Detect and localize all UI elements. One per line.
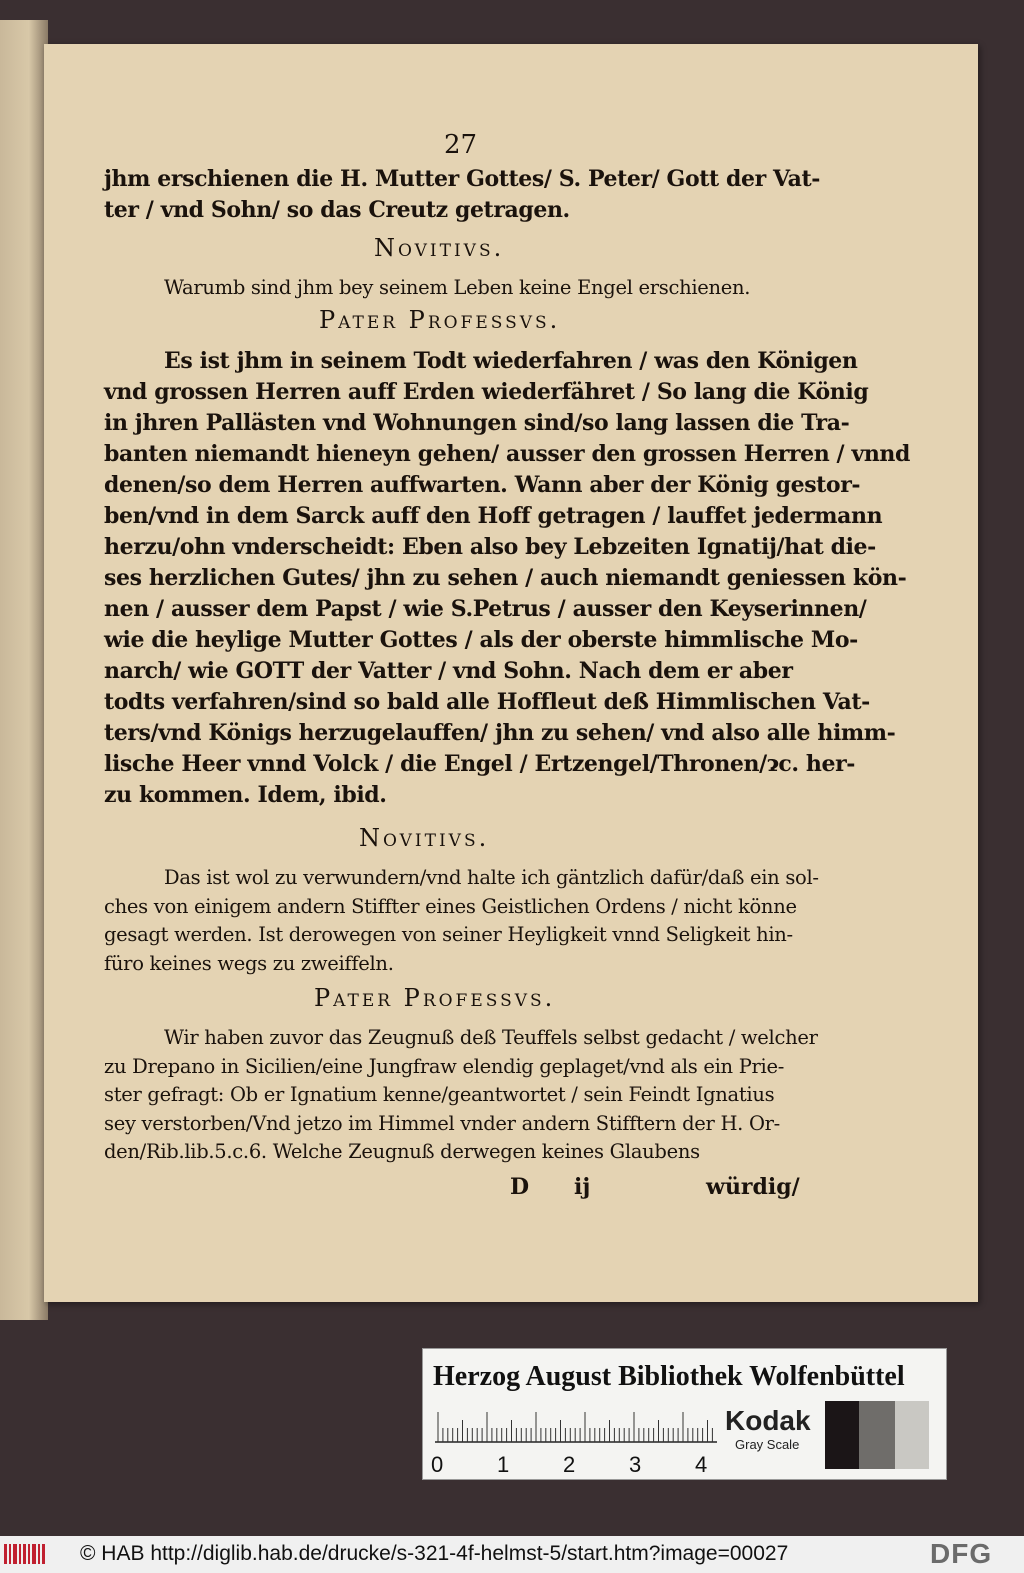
gray-swatch (859, 1401, 895, 1469)
ruler-number: 2 (563, 1452, 576, 1477)
text-line: Das ist wol zu verwundern/vnd halte ich gäntzlich dafür/daß ein sol- (164, 866, 819, 889)
text-line: ters/vnd Königs herzugelauffen/ jhn zu sehen/ vnd also alle himm- (104, 720, 896, 746)
text-line: ter / vnd Sohn/ so das Creutz getragen. (104, 197, 570, 223)
dfg-logo: DFG (930, 1538, 993, 1569)
signature-number: ij (574, 1174, 591, 1200)
ruler-number: 0 (431, 1452, 444, 1477)
text-line: füro keines wegs zu zweiffeln. (104, 951, 394, 975)
book-page (44, 44, 978, 1302)
grayscale-label: Gray Scale (735, 1437, 800, 1452)
left-page-edge (0, 20, 48, 1320)
text-line: nen / ausser dem Papst / wie S.Petrus / ausser den Keyserinnen/ (104, 596, 867, 622)
ruler-number: 4 (695, 1452, 708, 1477)
text-line: banten niemandt hieneyn gehen/ ausser den grossen Herren / vnnd (104, 441, 911, 467)
section-heading: Pater Professvs. (314, 984, 556, 1012)
text-line: zu kommen. Idem, ibid. (104, 782, 387, 808)
ruler-number: 3 (629, 1452, 642, 1477)
text-line: Wir haben zuvor das Zeugnuß deß Teuffels selbst gedacht / welcher (164, 1026, 818, 1049)
text-line: ster gefragt: Ob er Ignatium kenne/geantwortet / sein Feindt Ignatius (104, 1083, 775, 1106)
text-line: lische Heer vnnd Volck / die Engel / Ertzengel/Thronen/ɂc. her- (104, 751, 856, 777)
gray-swatch (825, 1401, 859, 1469)
section-heading: Novitivs. (374, 234, 505, 262)
library-color-card (422, 1348, 947, 1480)
footer-url-link[interactable]: © HAB http://diglib.hab.de/drucke/s-321-4f-helmst-5/start.htm?image=00027 (80, 1542, 789, 1565)
text-line: wie die heylige Mutter Gottes / als der oberste himmlische Mo- (104, 627, 858, 653)
text-line: jhm erschienen die H. Mutter Gottes/ S. Peter/ Gott der Vat- (104, 166, 821, 192)
text-line: Warumb sind jhm bey seinem Leben keine Engel erschienen. (164, 276, 751, 299)
ruler-scale (435, 1409, 717, 1443)
text-line: ses herzlichen Gutes/ jhn zu sehen / auch niemandt geniessen kön- (104, 565, 907, 591)
text-line: gesagt werden. Ist derowegen von seiner Heyligkeit vnnd Seligkeit hin- (104, 923, 793, 946)
ruler-number: 1 (497, 1452, 510, 1477)
library-name: Herzog August Bibliothek Wolfenbüttel (433, 1361, 905, 1392)
text-line: denen/so dem Herren auffwarten. Wann aber der König gestor- (104, 472, 861, 498)
text-line: sey verstorben/Vnd jetzo im Himmel vnder andern Stifftern der H. Or- (104, 1111, 780, 1135)
page-number: 27 (444, 130, 478, 160)
hab-barcode-logo-icon (4, 1542, 46, 1566)
text-line: Es ist jhm in seinem Todt wiederfahren / was den Königen (164, 348, 858, 374)
gray-swatch (895, 1401, 929, 1469)
kodak-logo: Kodak (725, 1405, 811, 1436)
ruler-numbers (431, 1452, 721, 1476)
footer-bar (0, 1536, 1024, 1573)
text-line: todts verfahren/sind so bald alle Hoffleut deß Himmlischen Vat- (104, 689, 870, 715)
signature-letter: D (510, 1174, 530, 1200)
text-line: den/Rib.lib.5.c.6. Welche Zeugnuß derwegen keines Glaubens (104, 1140, 700, 1163)
page-signature-line (104, 44, 814, 1244)
text-line: ches von einigem andern Stiffter eines Geistlichen Ordens / nicht könne (104, 894, 797, 918)
text-line: zu Drepano in Sicilien/eine Jungfraw elendig geplaget/vnd als ein Prie- (104, 1054, 785, 1078)
text-line: ben/vnd in dem Sarck auff den Hoff getragen / lauffet jedermann (104, 503, 883, 529)
text-line: vnd grossen Herren auff Erden wiederfähret / So lang die König (104, 379, 869, 405)
section-heading: Novitivs. (359, 824, 490, 852)
section-heading: Pater Professvs. (319, 306, 561, 334)
text-line: narch/ wie GOTT der Vatter / vnd Sohn. Nach dem er aber (104, 658, 793, 684)
text-line: in jhren Pallästen vnd Wohnungen sind/so lang lassen die Tra- (104, 410, 850, 436)
catchword: würdig/ (706, 1174, 800, 1200)
text-line: herzu/ohn vnderscheidt: Eben also bey Lebzeiten Ignatij/hat die- (104, 534, 876, 560)
